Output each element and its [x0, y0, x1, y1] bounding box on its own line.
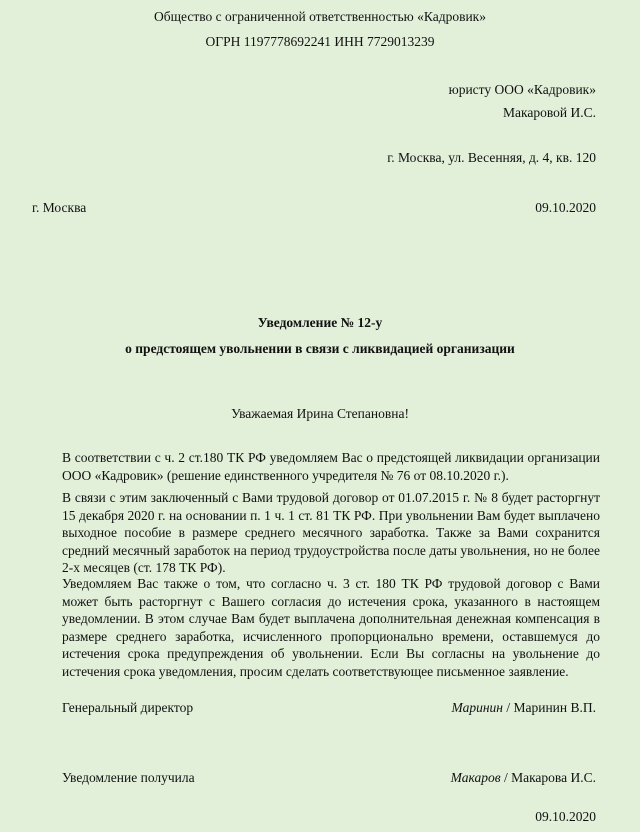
received-date: 09.10.2020	[535, 809, 596, 824]
received-label: Уведомление получила	[62, 770, 195, 785]
director-name: / Маринин В.П.	[506, 700, 596, 715]
document-title: Уведомление № 12-у	[257, 315, 383, 330]
received-name: / Макарова И.С.	[503, 770, 596, 785]
director-signature-block	[452, 699, 596, 717]
document-date: 09.10.2020	[535, 200, 596, 215]
body-paragraph-2: В связи с этим заключенный с Вами трудовой договор от 01.07.2015 г. № 8 будет расторгнут 15 декабря 2020 г. на основании п. 1 ч. 1 ст. 81 ТК РФ. При увольнении Вам будет выплачено выходное пособие в размере среднего месячного заработка. Также за Вами сохранится средний месячный заработок на период трудоустройства после даты увольнения, но не более 2-х месяцев (ст. 178 ТК РФ).	[62, 490, 600, 575]
recipient-position: юристу ООО «Кадровик»	[448, 82, 596, 97]
director-label: Генеральный директор	[62, 700, 194, 715]
company-registration: ОГРН 1197778692241 ИНН 7729013239	[205, 34, 435, 49]
greeting: Уважаемая Ирина Степановна!	[231, 406, 409, 421]
received-signature: Макаров	[450, 770, 501, 785]
document-city: г. Москва	[32, 200, 87, 215]
director-signature: Маринин	[451, 700, 503, 715]
body-paragraph-1: В соответствии с ч. 2 ст.180 ТК РФ уведомляем Вас о предстоящей ликвидации организации ООО «Кадровик» (решение единственного учредителя № 76 от 08.10.2020 г.).	[62, 450, 600, 483]
body-paragraph-3: Уведомляем Вас также о том, что согласно ч. 3 ст. 180 ТК РФ трудовой договор с Вами может быть расторгнут с Вашего согласия до истечения срока, указанного в настоящем уведомлении. В этом случае Вам будет выплачена дополнительная денежная компенсация в размере среднего заработка, исчисленного пропорционально времени, оставшемуся до истечения срока предупреждения об увольнении. Если Вы согласны на увольнение до истечения срока уведомления, просим сделать соответствующее письменное заявление.	[62, 576, 600, 679]
recipient-name: Макаровой И.С.	[503, 105, 596, 120]
document-subtitle: о предстоящем увольнении в связи с ликвидацией организации	[125, 341, 515, 356]
received-signature-block	[451, 769, 596, 787]
company-name: Общество с ограниченной ответственностью «Кадровик»	[154, 9, 486, 24]
recipient-address: г. Москва, ул. Весенняя, д. 4, кв. 120	[387, 150, 596, 165]
